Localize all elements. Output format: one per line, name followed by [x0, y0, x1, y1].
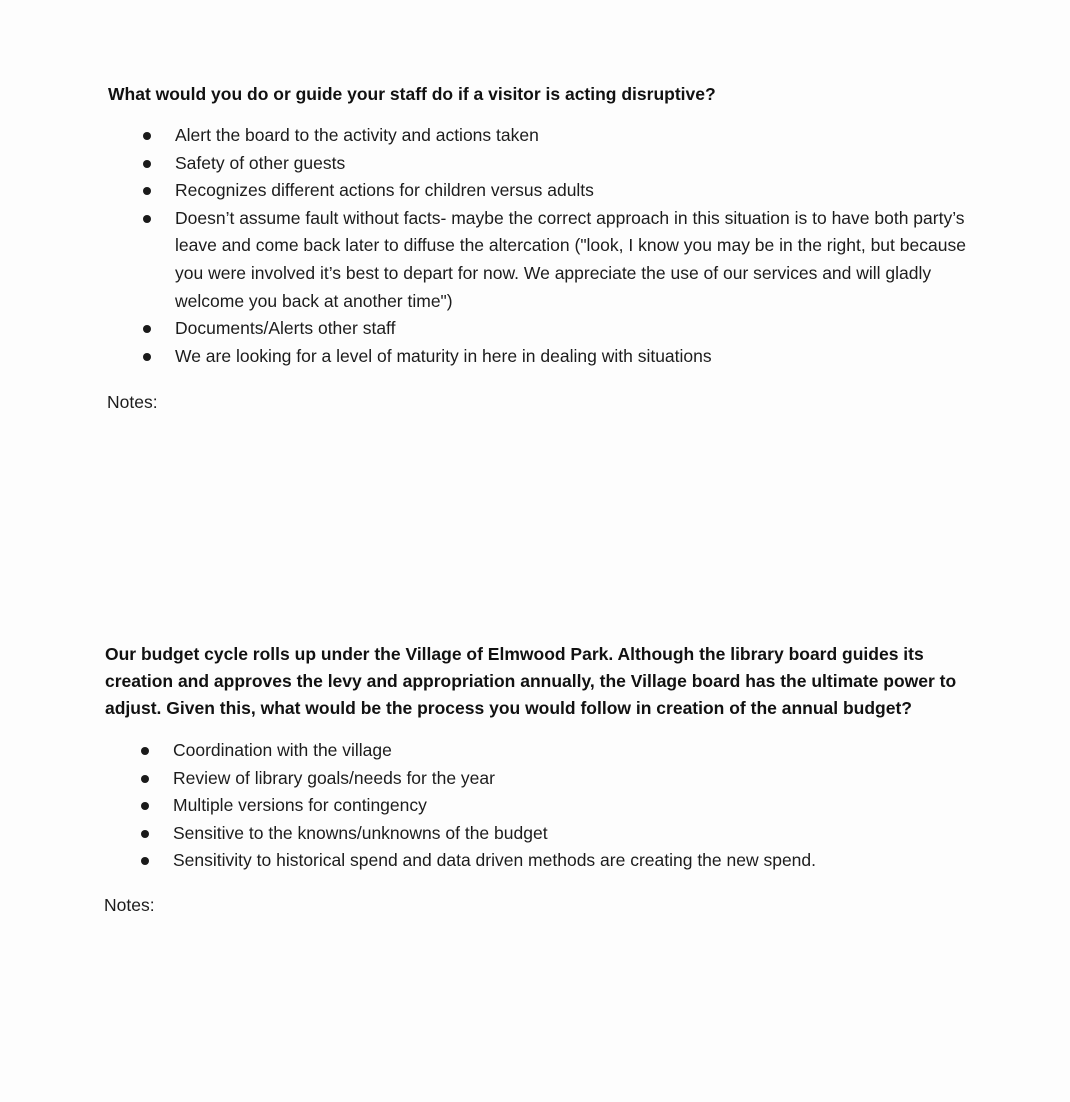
list-item	[138, 737, 973, 765]
bullet-icon	[143, 160, 151, 168]
list-item	[140, 177, 975, 205]
list-item-text: Safety of other guests	[175, 152, 346, 173]
bullet-icon	[143, 215, 151, 223]
list-item	[138, 847, 973, 875]
list-item	[140, 205, 975, 315]
bullet-list-visitor-disruptive	[140, 122, 975, 370]
list-item-text: Sensitivity to historical spend and data driven methods are creating the new spend.	[173, 850, 817, 871]
bullet-icon	[141, 830, 149, 838]
bullet-icon	[141, 802, 149, 810]
bullet-icon	[143, 353, 151, 361]
list-item	[140, 150, 975, 178]
bullet-icon	[141, 857, 149, 865]
list-item-text: Coordination with the village	[173, 740, 392, 760]
list-item	[138, 765, 973, 793]
question-visitor-disruptive: What would you do or guide your staff do if a visitor is acting disruptive?	[108, 84, 716, 104]
bullet-icon	[143, 325, 151, 333]
list-item	[138, 820, 973, 848]
bullet-list-budget-process	[138, 737, 973, 875]
list-item	[140, 122, 975, 150]
list-item-text: Review of library goals/needs for the year	[173, 767, 495, 788]
list-item-text: Doesn’t assume fault without facts- maybe the correct approach in this situation is to have both party’s leave and come back later to diffuse the altercation ("look, I know you may be in the right, but because you were involved it’s best to depart for now. We appreciate the use of our services and will gladly welcome you back at another time")	[175, 207, 966, 311]
bullet-icon	[141, 747, 149, 755]
list-item	[140, 315, 975, 343]
list-item-text: Sensitive to the knowns/unknowns of the budget	[173, 822, 548, 843]
list-item-text: Recognizes different actions for children versus adults	[175, 180, 594, 201]
list-item	[138, 792, 973, 820]
list-item-text: We are looking for a level of maturity in here in dealing with situations	[175, 345, 712, 366]
notes-label: Notes:	[107, 392, 158, 412]
list-item	[140, 343, 975, 371]
list-item-text: Alert the board to the activity and actions taken	[175, 125, 539, 145]
bullet-icon	[143, 132, 151, 140]
notes-label: Notes:	[104, 895, 155, 915]
bullet-icon	[141, 775, 149, 783]
list-item-text: Multiple versions for contingency	[173, 795, 427, 816]
list-item-text: Documents/Alerts other staff	[175, 318, 396, 339]
bullet-icon	[143, 187, 151, 195]
question-budget-process: Our budget cycle rolls up under the Village of Elmwood Park. Although the library board guides its creation and approves the levy and appropriation annually, the Village board has the ultimate power to adjust. Given this, what would be the process you would follow in creation of the annual budget?	[105, 644, 957, 718]
